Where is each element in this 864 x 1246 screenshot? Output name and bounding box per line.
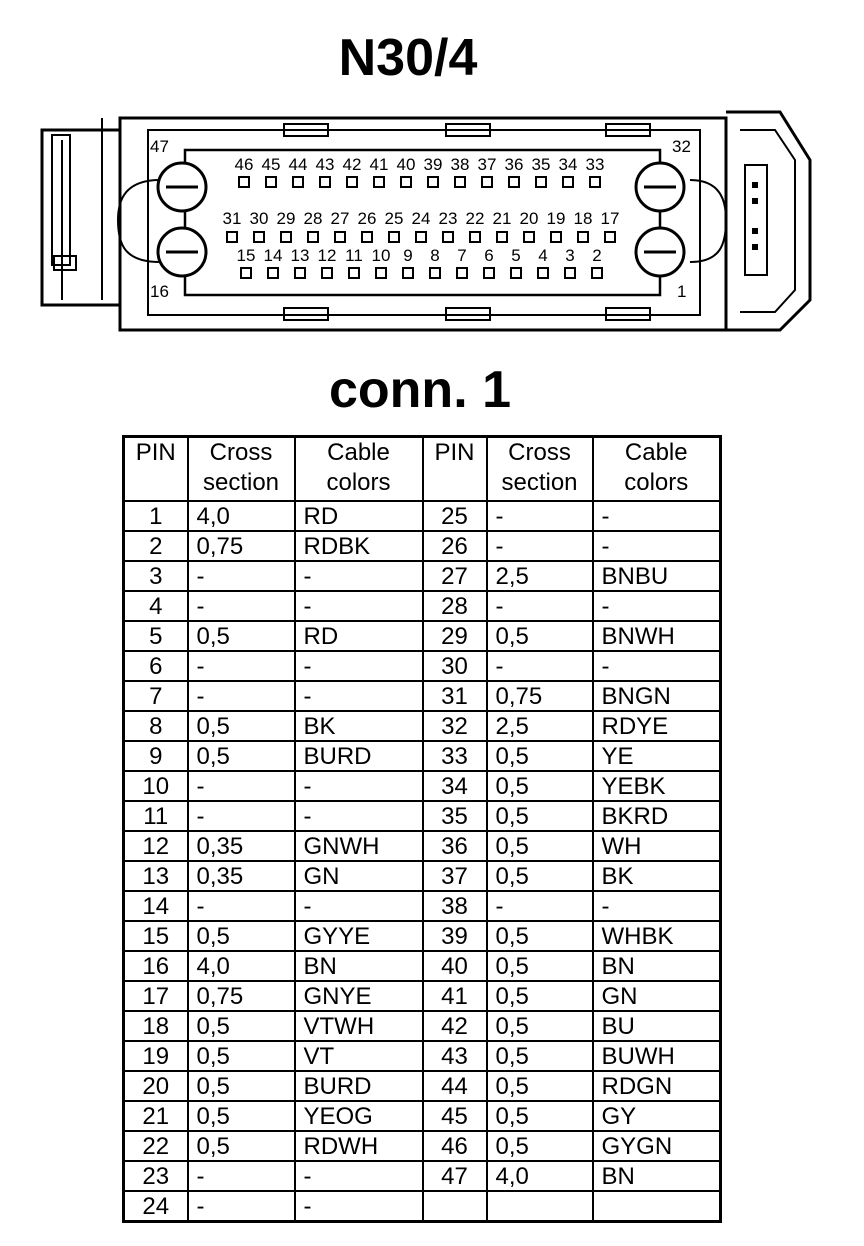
pin-socket — [563, 177, 573, 187]
pin-number: 17 — [600, 209, 620, 228]
cable-color-cell: GY — [593, 1101, 721, 1131]
cross-section-cell: 0,5 — [487, 1071, 593, 1101]
table-row — [124, 711, 721, 741]
pin-socket — [524, 232, 534, 242]
cross-section-cell: 2,5 — [487, 561, 593, 591]
cross-section-cell: 0,5 — [188, 921, 295, 951]
pin-number: 27 — [330, 209, 350, 228]
cross-section-cell: - — [188, 591, 295, 621]
cross-section-cell: 0,35 — [188, 861, 295, 891]
cable-color-cell: - — [295, 891, 423, 921]
cross-section-cell: 0,5 — [487, 831, 593, 861]
pin-socket — [227, 232, 237, 242]
cable-color-cell: RD — [295, 501, 423, 531]
cable-color-cell: - — [593, 531, 721, 561]
pin-socket — [293, 177, 303, 187]
cable-color-cell: BNBU — [593, 561, 721, 591]
cross-section-cell: 0,5 — [487, 741, 593, 771]
pin-cell: 15 — [124, 921, 188, 951]
cross-section-cell: 0,5 — [188, 621, 295, 651]
cross-section-cell: - — [188, 801, 295, 831]
pin-number: 10 — [371, 246, 391, 265]
cross-section-cell — [487, 1191, 593, 1222]
pin-cell: 17 — [124, 981, 188, 1011]
cable-color-cell: BURD — [295, 1071, 423, 1101]
pin-number: 42 — [342, 155, 362, 174]
cross-section-cell: - — [188, 1191, 295, 1222]
header-pin: PIN — [124, 437, 188, 502]
pin-socket — [362, 232, 372, 242]
pin-number: 33 — [585, 155, 605, 174]
table-row — [124, 771, 721, 801]
pin-number: 24 — [411, 209, 431, 228]
pin-socket — [482, 177, 492, 187]
pin-number: 28 — [303, 209, 323, 228]
pin-cell: 36 — [423, 831, 487, 861]
cross-section-cell: - — [487, 651, 593, 681]
pin-socket — [497, 232, 507, 242]
pin-socket — [389, 232, 399, 242]
cross-section-cell: 0,5 — [188, 1101, 295, 1131]
table-row — [124, 951, 721, 981]
pin-cell: 37 — [423, 861, 487, 891]
table-row — [124, 981, 721, 1011]
pin-number: 19 — [546, 209, 566, 228]
connector-label: conn. 1 — [328, 361, 512, 419]
pin-cell: 13 — [124, 861, 188, 891]
header-cable-colors: Cable colors — [593, 437, 721, 502]
pin-number: 45 — [261, 155, 281, 174]
table-row — [124, 801, 721, 831]
cross-section-cell: 0,5 — [188, 1041, 295, 1071]
pin-socket — [416, 232, 426, 242]
cable-color-cell: - — [295, 1191, 423, 1222]
pin-number: 38 — [450, 155, 470, 174]
cross-section-cell: - — [188, 1161, 295, 1191]
corner-label-32: 32 — [672, 137, 691, 156]
pin-cell: 40 — [423, 951, 487, 981]
pin-number: 6 — [484, 246, 494, 265]
cross-section-cell: 0,5 — [188, 1131, 295, 1161]
cross-section-cell: - — [487, 531, 593, 561]
pin-number: 13 — [290, 246, 310, 265]
cross-section-cell: 0,5 — [487, 1101, 593, 1131]
pin-number: 2 — [592, 246, 602, 265]
pin-socket — [374, 177, 384, 187]
cable-color-cell: GNYE — [295, 981, 423, 1011]
pin-cell: 10 — [124, 771, 188, 801]
pin-cell: 24 — [124, 1191, 188, 1222]
table-row — [124, 1101, 721, 1131]
cable-color-cell: GN — [295, 861, 423, 891]
pin-socket — [578, 232, 588, 242]
cable-color-cell: RD — [295, 621, 423, 651]
cable-color-cell: WHBK — [593, 921, 721, 951]
cross-section-cell: 0,5 — [487, 951, 593, 981]
pin-cell: 23 — [124, 1161, 188, 1191]
pin-number: 14 — [263, 246, 283, 265]
cable-color-cell: BN — [593, 1161, 721, 1191]
pin-cell: 32 — [423, 711, 487, 741]
pin-cell: 26 — [423, 531, 487, 561]
table-row — [124, 1071, 721, 1101]
pin-number: 8 — [430, 246, 440, 265]
cable-color-cell: YEOG — [295, 1101, 423, 1131]
pin-cell: 4 — [124, 591, 188, 621]
table-row — [124, 921, 721, 951]
cable-color-cell: VTWH — [295, 1011, 423, 1041]
pin-cell: 30 — [423, 651, 487, 681]
table-row — [124, 531, 721, 561]
pin-number: 46 — [234, 155, 254, 174]
cross-section-cell: 0,75 — [188, 981, 295, 1011]
table-row — [124, 741, 721, 771]
cable-color-cell: GYYE — [295, 921, 423, 951]
cross-section-cell: - — [188, 771, 295, 801]
pin-number: 29 — [276, 209, 296, 228]
pin-table — [122, 435, 722, 1223]
pin-cell: 27 — [423, 561, 487, 591]
cable-color-cell: - — [295, 591, 423, 621]
cross-section-cell: 0,5 — [487, 981, 593, 1011]
pin-cell: 7 — [124, 681, 188, 711]
pin-cell: 19 — [124, 1041, 188, 1071]
cross-section-cell: - — [487, 501, 593, 531]
cable-color-cell: RDGN — [593, 1071, 721, 1101]
cross-section-cell: 0,5 — [487, 1131, 593, 1161]
cross-section-cell: 0,5 — [487, 1041, 593, 1071]
cross-section-cell: - — [188, 651, 295, 681]
pin-number: 36 — [504, 155, 524, 174]
table-row — [124, 561, 721, 591]
pin-number: 18 — [573, 209, 593, 228]
pin-socket — [470, 232, 480, 242]
cross-section-cell: 0,5 — [188, 711, 295, 741]
cross-section-cell: 0,5 — [188, 741, 295, 771]
pin-socket — [509, 177, 519, 187]
table-row — [124, 831, 721, 861]
pin-number: 11 — [345, 246, 363, 265]
cable-color-cell: - — [295, 651, 423, 681]
cable-color-cell: BU — [593, 1011, 721, 1041]
pin-socket — [511, 268, 521, 278]
pin-cell: 42 — [423, 1011, 487, 1041]
cable-color-cell: - — [295, 681, 423, 711]
pin-socket — [241, 268, 251, 278]
corner-label-47: 47 — [150, 137, 169, 156]
cross-section-cell: 0,5 — [487, 861, 593, 891]
pin-cell: 28 — [423, 591, 487, 621]
cross-section-cell: - — [188, 561, 295, 591]
table-row — [124, 1191, 721, 1222]
pin-number: 15 — [236, 246, 256, 265]
cable-color-cell: BK — [593, 861, 721, 891]
pin-socket — [295, 268, 305, 278]
cross-section-cell: 0,5 — [487, 771, 593, 801]
pin-socket — [536, 177, 546, 187]
cable-color-cell: WH — [593, 831, 721, 861]
cross-section-cell: - — [487, 591, 593, 621]
cross-section-cell: 0,35 — [188, 831, 295, 861]
cross-section-cell: 0,75 — [487, 681, 593, 711]
pin-socket — [428, 177, 438, 187]
pin-cell: 3 — [124, 561, 188, 591]
table-row — [124, 681, 721, 711]
pin-cell: 20 — [124, 1071, 188, 1101]
pin-socket — [551, 232, 561, 242]
pin-socket — [484, 268, 494, 278]
pin-socket — [590, 177, 600, 187]
cross-section-cell: 0,5 — [188, 1071, 295, 1101]
pin-cell — [423, 1191, 487, 1222]
cable-color-cell: BK — [295, 711, 423, 741]
table-row — [124, 1131, 721, 1161]
cable-color-cell: - — [593, 591, 721, 621]
pin-number: 43 — [315, 155, 335, 174]
page-title: N30/4 — [338, 29, 478, 87]
cable-color-cell: YE — [593, 741, 721, 771]
pin-number: 7 — [457, 246, 467, 265]
cable-color-cell: - — [295, 1161, 423, 1191]
pin-socket — [443, 232, 453, 242]
pin-number: 3 — [565, 246, 575, 265]
cable-color-cell: BURD — [295, 741, 423, 771]
cable-color-cell: GN — [593, 981, 721, 1011]
pin-cell: 47 — [423, 1161, 487, 1191]
pin-socket — [457, 268, 467, 278]
pin-number: 5 — [511, 246, 521, 265]
pin-number: 22 — [465, 209, 485, 228]
pin-cell: 16 — [124, 951, 188, 981]
header-pin: PIN — [423, 437, 487, 502]
cable-color-cell: BNGN — [593, 681, 721, 711]
pin-cell: 12 — [124, 831, 188, 861]
pin-cell: 35 — [423, 801, 487, 831]
pin-socket — [254, 232, 264, 242]
cross-section-cell: 4,0 — [188, 501, 295, 531]
cable-color-cell: - — [593, 891, 721, 921]
pin-number: 25 — [384, 209, 404, 228]
pin-number: 34 — [558, 155, 578, 174]
corner-label-16: 16 — [150, 282, 169, 301]
pin-cell: 46 — [423, 1131, 487, 1161]
cable-color-cell: GNWH — [295, 831, 423, 861]
pin-socket — [335, 232, 345, 242]
corner-label-1: 1 — [677, 282, 687, 301]
pin-number: 40 — [396, 155, 416, 174]
pin-number: 37 — [477, 155, 497, 174]
pin-cell: 31 — [423, 681, 487, 711]
pin-cell: 33 — [423, 741, 487, 771]
table-row — [124, 591, 721, 621]
pin-cell: 44 — [423, 1071, 487, 1101]
pin-socket — [320, 177, 330, 187]
pin-cell: 43 — [423, 1041, 487, 1071]
pin-cell: 2 — [124, 531, 188, 561]
cable-color-cell: BUWH — [593, 1041, 721, 1071]
header-cross-section: Cross section — [188, 437, 295, 502]
pin-socket — [266, 177, 276, 187]
pin-cell: 21 — [124, 1101, 188, 1131]
cable-color-cell — [593, 1191, 721, 1222]
cable-color-cell: - — [593, 501, 721, 531]
cable-color-cell: RDWH — [295, 1131, 423, 1161]
cross-section-cell: - — [487, 891, 593, 921]
table-row — [124, 1161, 721, 1191]
cross-section-cell: 2,5 — [487, 711, 593, 741]
cross-section-cell: - — [188, 681, 295, 711]
pin-socket — [322, 268, 332, 278]
pin-socket — [565, 268, 575, 278]
cross-section-cell: 4,0 — [487, 1161, 593, 1191]
pin-cell: 9 — [124, 741, 188, 771]
pin-number: 23 — [438, 209, 458, 228]
table-row — [124, 501, 721, 531]
pin-cell: 45 — [423, 1101, 487, 1131]
pin-cell: 5 — [124, 621, 188, 651]
pin-number: 30 — [249, 209, 269, 228]
cross-section-cell: - — [188, 891, 295, 921]
header-cable-colors: Cable colors — [295, 437, 423, 502]
pin-cell: 34 — [423, 771, 487, 801]
pin-socket — [605, 232, 615, 242]
cross-section-cell: 4,0 — [188, 951, 295, 981]
pin-socket — [430, 268, 440, 278]
cable-color-cell: BN — [593, 951, 721, 981]
pin-socket — [403, 268, 413, 278]
pin-number: 12 — [317, 246, 337, 265]
pin-cell: 18 — [124, 1011, 188, 1041]
pin-socket — [592, 268, 602, 278]
pin-number: 4 — [538, 246, 548, 265]
pin-socket — [376, 268, 386, 278]
cable-color-cell: BNWH — [593, 621, 721, 651]
pin-cell: 6 — [124, 651, 188, 681]
table-header-row — [124, 437, 721, 502]
cross-section-cell: 0,5 — [487, 801, 593, 831]
pin-cell: 38 — [423, 891, 487, 921]
cross-section-cell: 0,75 — [188, 531, 295, 561]
cable-color-cell: RDYE — [593, 711, 721, 741]
pin-cell: 14 — [124, 891, 188, 921]
pin-cell: 41 — [423, 981, 487, 1011]
pin-number: 21 — [492, 209, 512, 228]
pin-cell: 8 — [124, 711, 188, 741]
cable-color-cell: RDBK — [295, 531, 423, 561]
pin-number: 39 — [423, 155, 443, 174]
cable-color-cell: - — [295, 561, 423, 591]
cable-color-cell: GYGN — [593, 1131, 721, 1161]
cross-section-cell: 0,5 — [487, 1011, 593, 1041]
pin-number: 31 — [222, 209, 242, 228]
cable-color-cell: - — [295, 801, 423, 831]
cable-color-cell: - — [295, 771, 423, 801]
pin-number: 26 — [357, 209, 377, 228]
table-row — [124, 651, 721, 681]
pin-socket — [349, 268, 359, 278]
pin-cell: 11 — [124, 801, 188, 831]
table-row — [124, 891, 721, 921]
cable-color-cell: - — [593, 651, 721, 681]
pin-socket — [308, 232, 318, 242]
pin-socket — [347, 177, 357, 187]
pin-cell: 29 — [423, 621, 487, 651]
pin-number: 41 — [369, 155, 389, 174]
pin-number: 9 — [403, 246, 413, 265]
table-row — [124, 1041, 721, 1071]
pin-cell: 25 — [423, 501, 487, 531]
pin-socket — [281, 232, 291, 242]
pin-socket — [268, 268, 278, 278]
pin-cell: 39 — [423, 921, 487, 951]
cross-section-cell: 0,5 — [487, 621, 593, 651]
cross-section-cell: 0,5 — [487, 921, 593, 951]
pin-socket — [455, 177, 465, 187]
table-row — [124, 1011, 721, 1041]
pin-socket — [401, 177, 411, 187]
pin-socket — [538, 268, 548, 278]
connector-diagram — [0, 100, 864, 350]
header-cross-section: Cross section — [487, 437, 593, 502]
table-row — [124, 621, 721, 651]
cable-color-cell: BKRD — [593, 801, 721, 831]
cable-color-cell: BN — [295, 951, 423, 981]
left-latch — [42, 130, 120, 305]
cable-color-cell: YEBK — [593, 771, 721, 801]
pin-cell: 1 — [124, 501, 188, 531]
pin-socket — [239, 177, 249, 187]
pin-number: 20 — [519, 209, 539, 228]
cross-section-cell: 0,5 — [188, 1011, 295, 1041]
pin-number: 44 — [288, 155, 308, 174]
table-row — [124, 861, 721, 891]
pin-cell: 22 — [124, 1131, 188, 1161]
cable-color-cell: VT — [295, 1041, 423, 1071]
pin-number: 35 — [531, 155, 551, 174]
